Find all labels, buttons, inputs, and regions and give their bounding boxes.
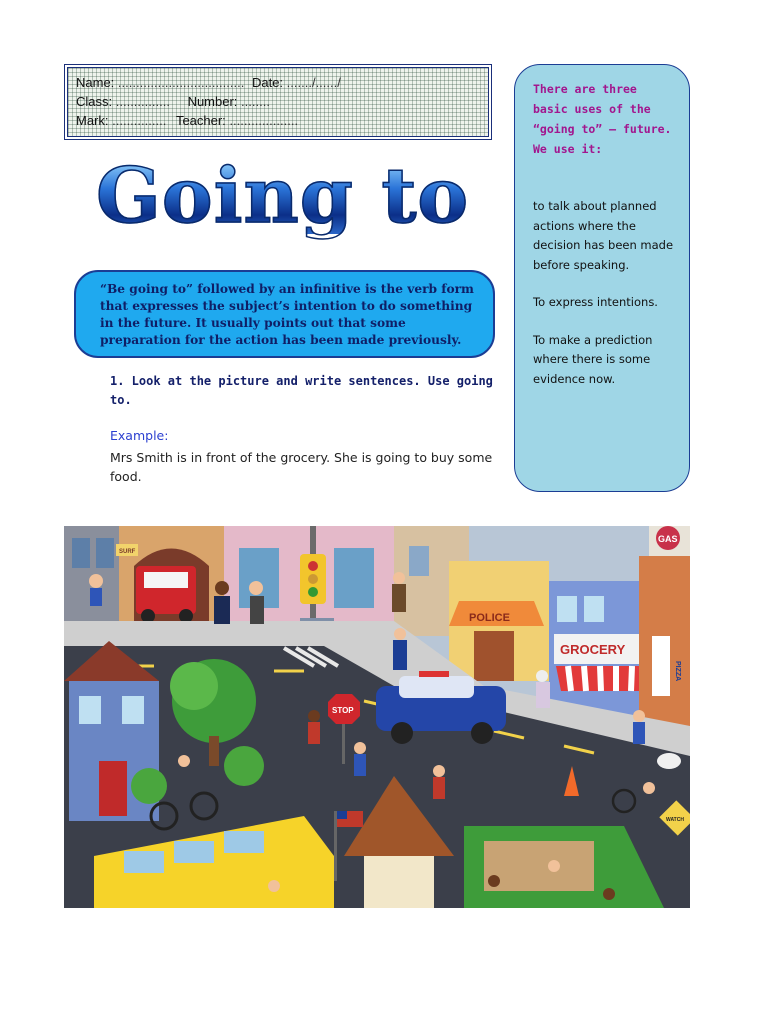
uses-panel [514, 64, 690, 492]
example-label: Example: [110, 428, 169, 443]
date-field[interactable]: ......./....../ [286, 75, 341, 90]
exercise-instruction: 1. Look at the picture and write sentences. Use going to. [110, 374, 493, 407]
definition-callout: “Be going to” followed by an infinitive is the verb form that expresses the subject’s intention to do something in the future. It usually points out that some preparation for the action has been made previously. [74, 270, 495, 358]
mark-label: Mark: [76, 113, 109, 128]
header-row-class [76, 92, 480, 111]
class-field[interactable]: ............... [115, 94, 170, 109]
teacher-label: Teacher: [175, 113, 226, 128]
uses-item: To make a prediction where there is some evidence now. [533, 332, 653, 386]
svg-text:STOP: STOP [332, 706, 354, 715]
uses-item: To express intentions. [533, 295, 658, 309]
uses-heading: There are three basic uses of the “going to” – future. We use it: [533, 82, 672, 156]
name-label: Name: [76, 75, 115, 90]
svg-text:POLICE: POLICE [469, 612, 510, 624]
example-sentence: Mrs Smith is in front of the grocery. She is going to buy some food. [110, 450, 493, 484]
svg-text:GAS: GAS [658, 534, 678, 544]
svg-text:PIZZA: PIZZA [674, 661, 681, 682]
town-illustration [64, 526, 690, 908]
name-field[interactable]: ................................... [117, 75, 245, 90]
number-label: Number: [187, 94, 238, 109]
class-label: Class: [76, 94, 113, 109]
number-field[interactable]: ........ [241, 94, 270, 109]
svg-text:SURF: SURF [119, 549, 136, 555]
header-row-name [76, 73, 480, 92]
date-label: Date: [251, 75, 284, 90]
header-row-mark [76, 111, 480, 130]
svg-text:WATCH: WATCH [666, 817, 684, 823]
page-title: Going to [96, 151, 470, 240]
mark-field[interactable]: ............... [112, 113, 167, 128]
svg-text:GROCERY: GROCERY [560, 642, 626, 657]
uses-item: to talk about planned actions where the decision has been made before speaking. [533, 199, 674, 272]
teacher-field[interactable]: ................... [229, 113, 299, 128]
student-info-grid [67, 67, 489, 137]
student-info-box [64, 64, 492, 140]
